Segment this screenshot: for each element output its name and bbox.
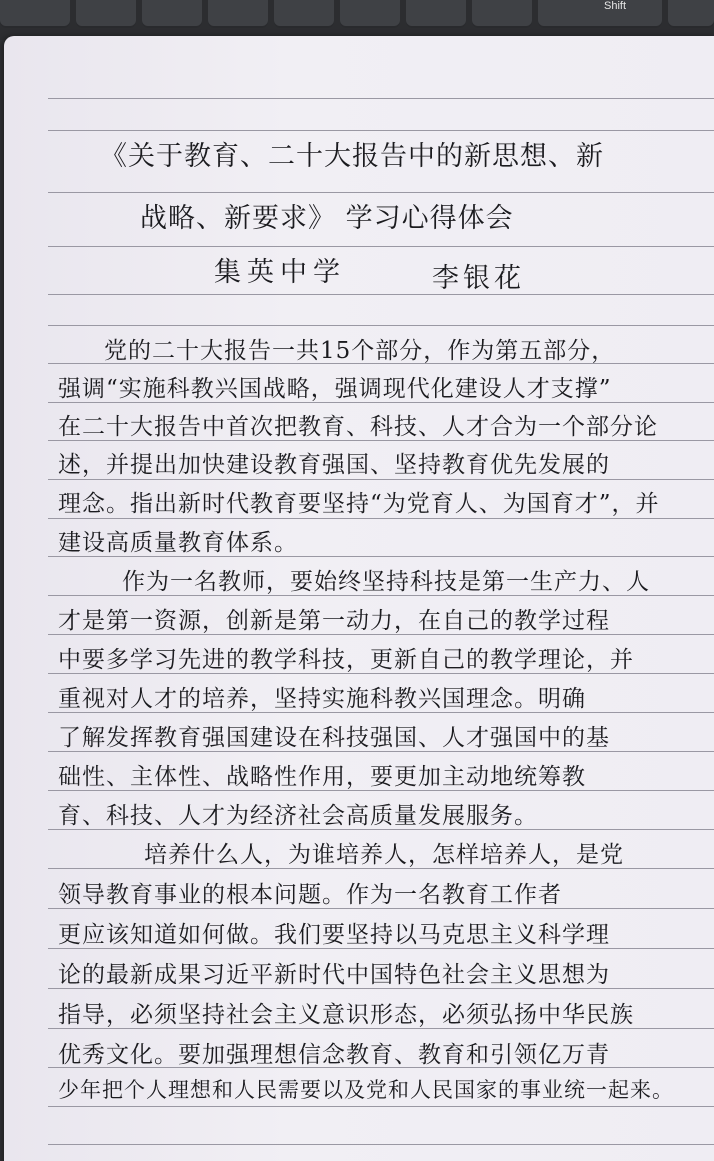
keyboard-key: [340, 0, 400, 28]
paragraph-3-line-4: 论的最新成果习近平新时代中国特色社会主义思想为: [58, 962, 610, 988]
paragraph-2-line-7: 育、科技、人才为经济社会高质量发展服务。: [58, 803, 538, 829]
paragraph-3-line-2: 领导教育事业的根本问题。作为一名教育工作者: [58, 882, 562, 908]
ruled-line: [48, 1144, 714, 1145]
paragraph-2-line-3: 中要多学习先进的教学科技，更新自己的教学理论，并: [58, 647, 634, 673]
ruled-line: [48, 479, 714, 480]
ruled-line: [48, 130, 714, 131]
keyboard-key: [406, 0, 466, 28]
paragraph-2-line-1: 作为一名教师，要始终坚持科技是第一生产力、人: [122, 569, 650, 595]
ruled-line: [48, 518, 714, 519]
essay-title-line-2: 战略、新要求》 学习心得体会: [140, 203, 514, 234]
keyboard-key: [142, 0, 202, 28]
paragraph-1-line-2: 强调“实施科教兴国战略，强调现代化建设人才支撑”: [58, 376, 612, 402]
paragraph-2-line-2: 才是第一资源，创新是第一动力，在自己的教学过程: [58, 608, 610, 634]
shift-key-label: Shift: [604, 0, 627, 12]
paragraph-3-line-7: 少年把个人理想和人民需要以及党和人民国家的事业统一起来。: [58, 1078, 674, 1102]
paragraph-3-line-5: 指导，必须坚持社会主义意识形态，必须弘扬中华民族: [58, 1002, 634, 1028]
keyboard-key: [208, 0, 268, 28]
shift-key: [538, 0, 662, 28]
paragraph-2-line-5: 了解发挥教育强国建设在科技强国、人才强国中的基: [58, 725, 610, 751]
keyboard-key: [274, 0, 334, 28]
paragraph-2-line-4: 重视对人才的培养，坚持实施科教兴国理念。明确: [58, 686, 586, 712]
essay-title-line-1: 《关于教育、二十大报告中的新思想、新: [100, 141, 604, 172]
keyboard-key: [0, 0, 70, 28]
ruled-line: [48, 98, 714, 99]
notebook-page: [4, 36, 714, 1161]
paragraph-1-line-5: 理念。指出新时代教育要坚持“为党育人、为国育才”，并: [58, 491, 660, 517]
ruled-line: [48, 192, 714, 193]
paragraph-1-line-6: 建设高质量教育体系。: [58, 530, 298, 556]
paragraph-2-line-6: 础性、主体性、战略性作用，要更加主动地统筹教: [58, 764, 586, 790]
keyboard-key: [472, 0, 532, 28]
keyboard-key: [668, 0, 714, 28]
keyboard-key: [76, 0, 136, 28]
ruled-line: [48, 246, 714, 247]
keyboard-edge: [0, 0, 714, 40]
paragraph-1-line-1: 党的二十大报告一共15个部分，作为第五部分，: [104, 338, 616, 364]
ruled-line: [48, 1106, 714, 1107]
school-name: 集英中学: [214, 257, 346, 288]
paragraph-1-line-4: 述，并提出加快建设教育强国、坚持教育优先发展的: [58, 452, 610, 478]
paragraph-1-line-3: 在二十大报告中首次把教育、科技、人才合为一个部分论: [58, 414, 658, 440]
ruled-line: [48, 294, 714, 295]
paragraph-3-line-6: 优秀文化。要加强理想信念教育、教育和引领亿万青: [58, 1042, 610, 1068]
paragraph-3-line-3: 更应该知道如何做。我们要坚持以马克思主义科学理: [58, 922, 610, 948]
author-name: 李银花: [432, 263, 525, 294]
ruled-line: [48, 325, 714, 326]
paragraph-3-line-1: 培养什么人，为谁培养人，怎样培养人，是党: [144, 842, 624, 868]
